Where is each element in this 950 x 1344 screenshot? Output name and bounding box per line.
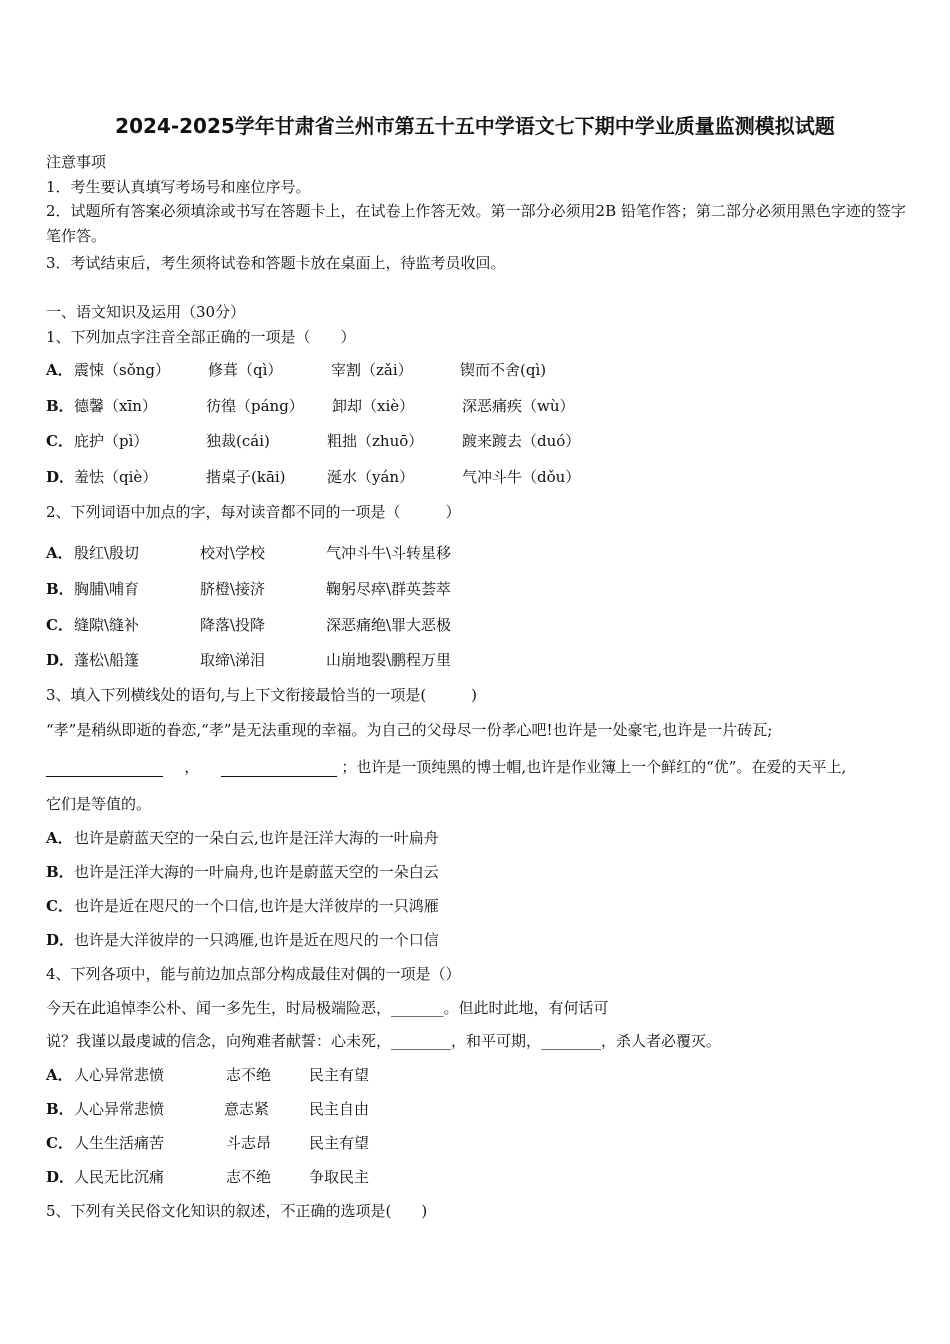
q4-passage-2: 说？我谨以最虔诚的信念，向殉难者献誓：心未死，________，和平可期，________，杀人者必覆灭。	[46, 1032, 722, 1050]
option-item: 胸脯\哺育	[74, 580, 140, 598]
q3-passage-3: 它们是等值的。	[46, 795, 152, 813]
option-item: 庇护（pì）	[74, 432, 149, 450]
option-label: C．	[46, 897, 73, 915]
option-item: 锲而不舍(qì)	[460, 361, 547, 379]
option-text: 也许是蔚蓝天空的一朵白云,也许是汪洋大海的一叶扁舟	[74, 829, 439, 847]
option-label: A．	[46, 361, 73, 379]
option-label: A．	[46, 544, 73, 562]
page-title: 2024-2025学年甘肃省兰州市第五十五中学语文七下期中学业质量监测模拟试题	[115, 114, 835, 138]
option-text: 也许是汪洋大海的一叶扁舟,也许是蔚蓝天空的一朵白云	[74, 863, 439, 881]
q2-stem: 2、下列词语中加点的字，每对读音都不同的一项是（ ）	[46, 503, 461, 521]
option-text: 也许是大洋彼岸的一只鸿雁,也许是近在咫尺的一个口信	[74, 931, 439, 949]
option-item: 涎水（yán）	[327, 468, 415, 486]
option-label: A．	[46, 829, 73, 847]
q3-passage-2: ；也许是一顶纯黑的博士帽,也许是作业簿上一个鲜红的“优”。在爱的天平上,	[341, 758, 847, 776]
blank-separator: ，	[184, 758, 200, 776]
option-item: 气冲斗牛\斗转星移	[326, 544, 452, 562]
answer-blank-2[interactable]	[221, 760, 337, 777]
option-label: D．	[46, 1168, 75, 1186]
option-item: 宰割（zǎi）	[331, 361, 413, 379]
option-item: 羞怯（qiè）	[74, 468, 158, 486]
q3-passage-1: “孝”是稍纵即逝的眷恋,“孝”是无法重现的幸福。为自己的父母尽一份孝心吧!也许是一处豪宅,也许是一片砖瓦;	[46, 721, 773, 739]
q3-stem: 3、填入下列横线处的语句,与上下文衔接最恰当的一项是( )	[46, 686, 478, 704]
option-label: B．	[46, 863, 74, 881]
option-item: 震悚（sǒng）	[74, 361, 170, 379]
option-item: 卸却（xiè）	[332, 397, 415, 415]
q4-stem: 4、下列各项中，能与前边加点部分构成最佳对偶的一项是（）	[46, 965, 461, 983]
option-label: B．	[46, 580, 74, 598]
option-item: 人心异常悲愤	[74, 1100, 165, 1118]
option-label: B．	[46, 1100, 74, 1118]
option-item: 踱来踱去（duó）	[462, 432, 581, 450]
option-item: 取缔\涕泪	[200, 651, 266, 669]
option-label: D．	[46, 468, 75, 486]
option-item: 深恶痛绝\罪大恶极	[326, 616, 452, 634]
q4-passage-1: 今天在此追悼李公朴、闻一多先生，时局极端险恶，_______。但此时此地，有何话可	[46, 999, 609, 1017]
option-label: D．	[46, 931, 75, 949]
notice-item-1: 1．考生要认真填写考场号和座位序号。	[46, 178, 311, 196]
option-label: D．	[46, 651, 75, 669]
option-text: 也许是近在咫尺的一个口信,也许是大洋彼岸的一只鸿雁	[74, 897, 439, 915]
option-item: 民主有望	[309, 1066, 370, 1084]
option-item: 山崩地裂\鹏程万里	[326, 651, 452, 669]
option-item: 深恶痛疾（wù）	[462, 397, 575, 415]
option-label: C．	[46, 1134, 73, 1152]
option-item: 斗志昂	[226, 1134, 272, 1152]
option-item: 彷徨（páng）	[206, 397, 304, 415]
option-item: 争取民主	[309, 1168, 370, 1186]
option-item: 殷红\殷切	[74, 544, 140, 562]
option-item: 意志紧	[224, 1100, 270, 1118]
option-item: 民主自由	[309, 1100, 370, 1118]
option-item: 缝隙\缝补	[74, 616, 140, 634]
section-heading: 一、语文知识及运用（30分）	[46, 303, 246, 321]
option-item: 独裁(cái)	[206, 432, 270, 450]
option-item: 人生生活痛苦	[74, 1134, 165, 1152]
option-item: 鞠躬尽瘁\群英荟萃	[326, 580, 452, 598]
option-item: 气冲斗牛（dǒu）	[462, 468, 581, 486]
option-label: C．	[46, 616, 73, 634]
option-item: 民主有望	[309, 1134, 370, 1152]
option-item: 校对\学校	[200, 544, 266, 562]
option-item: 降落\投降	[200, 616, 266, 634]
q1-stem: 1、下列加点字注音全部正确的一项是（ ）	[46, 328, 356, 346]
notice-item-2: 2．试题所有答案必须填涂或书写在答题卡上，在试卷上作答无效。第一部分必须用2B 铅笔作答；第二部分必须用黑色字迹的签字笔作答。	[46, 202, 906, 245]
option-item: 脐橙\接济	[200, 580, 266, 598]
option-item: 粗拙（zhuō）	[327, 432, 424, 450]
option-item: 人心异常悲愤	[74, 1066, 165, 1084]
option-item: 德馨（xīn）	[74, 397, 157, 415]
option-item: 人民无比沉痛	[74, 1168, 165, 1186]
notice-item-3: 3．考试结束后，考生须将试卷和答题卡放在桌面上，待监考员收回。	[46, 254, 506, 272]
option-item: 志不绝	[226, 1066, 272, 1084]
option-item: 蓬松\船篷	[74, 651, 140, 669]
option-item: 揩桌子(kāi)	[206, 468, 286, 486]
option-item: 志不绝	[226, 1168, 272, 1186]
option-label: A．	[46, 1066, 73, 1084]
q5-stem: 5、下列有关民俗文化知识的叙述，不正确的选项是( )	[46, 1202, 428, 1220]
notice-heading: 注意事项	[46, 153, 107, 171]
answer-blank-1[interactable]	[46, 760, 163, 777]
option-label: C．	[46, 432, 73, 450]
q3-passage-2-row	[46, 757, 846, 777]
option-item: 修葺（qì）	[208, 361, 283, 379]
option-label: B．	[46, 397, 74, 415]
